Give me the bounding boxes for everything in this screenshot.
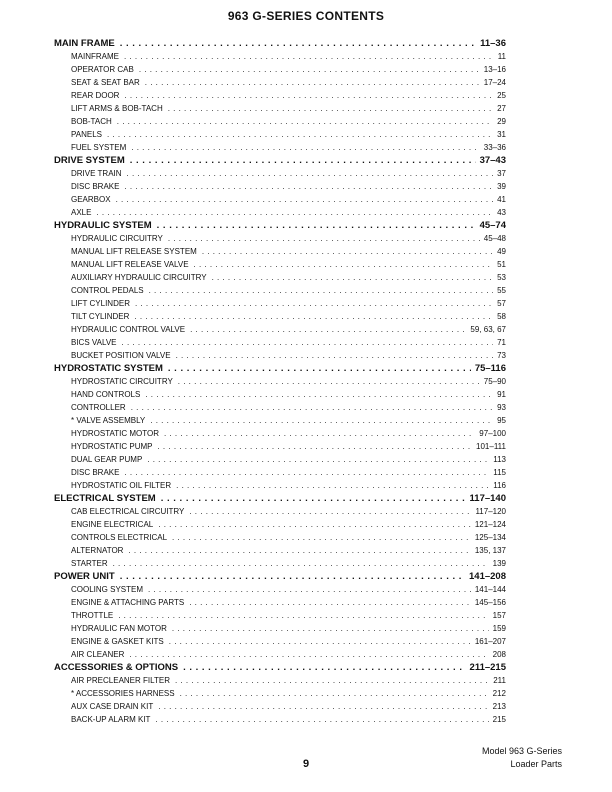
dot-leader bbox=[172, 622, 489, 635]
dot-leader bbox=[168, 232, 480, 245]
toc-entry-label: CAB ELECTRICAL CIRCUITRY bbox=[71, 507, 185, 516]
toc-item-row bbox=[54, 466, 506, 479]
toc-entry-label: ALTERNATOR bbox=[71, 546, 124, 555]
toc-entry-pages: 211 bbox=[493, 676, 506, 685]
toc-entry-pages: 212 bbox=[492, 689, 506, 698]
toc-item-row bbox=[54, 648, 506, 661]
toc-entry-label: LIFT CYLINDER bbox=[71, 299, 130, 308]
dot-leader bbox=[147, 453, 489, 466]
dot-leader bbox=[120, 37, 476, 50]
toc-item-row bbox=[54, 687, 506, 700]
toc-item-row bbox=[54, 505, 506, 518]
toc-entry-label: HYDRAULIC CONTROL VALVE bbox=[71, 325, 186, 334]
toc-entry-pages: 33–36 bbox=[483, 143, 506, 152]
toc-entry-pages: 91 bbox=[497, 390, 506, 399]
toc-section-row bbox=[54, 37, 506, 50]
dot-leader bbox=[145, 388, 493, 401]
toc-entry-label: HYDROSTATIC PUMP bbox=[71, 442, 153, 451]
toc-item-row bbox=[54, 297, 506, 310]
toc-entry-pages: 211–215 bbox=[469, 662, 506, 673]
toc-item-row bbox=[54, 349, 506, 362]
dot-leader bbox=[158, 700, 488, 713]
toc-entry-label: DUAL GEAR PUMP bbox=[71, 455, 143, 464]
toc-entry-label: * VALVE ASSEMBLY bbox=[71, 416, 146, 425]
dot-leader bbox=[164, 427, 475, 440]
dot-leader bbox=[113, 557, 489, 570]
toc-entry-label: AUX CASE DRAIN KIT bbox=[71, 702, 154, 711]
toc-entry-label: SEAT & SEAT BAR bbox=[71, 78, 140, 87]
dot-leader bbox=[145, 76, 480, 89]
toc-entry-pages: 17–24 bbox=[483, 78, 506, 87]
toc-entry-label: ACCESSORIES & OPTIONS bbox=[54, 662, 179, 673]
toc-entry-pages: 157 bbox=[492, 611, 506, 620]
dot-leader bbox=[189, 596, 471, 609]
toc-entry-label: HYDROSTATIC MOTOR bbox=[71, 429, 159, 438]
toc-entry-pages: 145–156 bbox=[474, 598, 506, 607]
toc-entry-pages: 43 bbox=[497, 208, 506, 217]
toc-entry-pages: 71 bbox=[497, 338, 506, 347]
toc-entry-label: DISC BRAKE bbox=[71, 182, 120, 191]
dot-leader bbox=[157, 440, 472, 453]
toc-entry-label: POWER UNIT bbox=[54, 571, 115, 582]
toc-entry-label: OPERATOR CAB bbox=[71, 65, 134, 74]
dot-leader bbox=[124, 50, 494, 63]
dot-leader bbox=[194, 258, 494, 271]
toc-item-row bbox=[54, 479, 506, 492]
toc-entry-label: COOLING SYSTEM bbox=[71, 585, 144, 594]
toc-entry-pages: 117–120 bbox=[475, 507, 506, 516]
toc-item-row bbox=[54, 440, 506, 453]
dot-leader bbox=[131, 141, 479, 154]
toc-entry-label: CONTROL PEDALS bbox=[71, 286, 144, 295]
toc-item-row bbox=[54, 128, 506, 141]
toc-entry-pages: 51 bbox=[497, 260, 506, 269]
dot-leader bbox=[168, 102, 493, 115]
dot-leader bbox=[148, 583, 471, 596]
toc-entry-pages: 141–144 bbox=[474, 585, 506, 594]
dot-leader bbox=[155, 713, 488, 726]
toc-entry-label: AIR PRECLEANER FILTER bbox=[71, 676, 170, 685]
toc-entry-pages: 59, 63, 67 bbox=[470, 325, 506, 334]
toc-entry-label: HYDROSTATIC CIRCUITRY bbox=[71, 377, 173, 386]
toc-entry-label: GEARBOX bbox=[71, 195, 111, 204]
toc-item-row bbox=[54, 401, 506, 414]
toc-entry-label: FUEL SYSTEM bbox=[71, 143, 127, 152]
dot-leader bbox=[175, 674, 489, 687]
toc-entry-pages: 125–134 bbox=[474, 533, 506, 542]
toc-item-row bbox=[54, 258, 506, 271]
toc-entry-label: DRIVE TRAIN bbox=[71, 169, 122, 178]
dot-leader bbox=[134, 310, 493, 323]
toc-entry-label: HYDROSTATIC OIL FILTER bbox=[71, 481, 172, 490]
toc-entry-pages: 31 bbox=[497, 130, 506, 139]
toc-entry-label: HYDRAULIC SYSTEM bbox=[54, 220, 152, 231]
toc-item-row bbox=[54, 50, 506, 63]
toc-section-row bbox=[54, 362, 506, 375]
toc-entry-label: CONTROLLER bbox=[71, 403, 126, 412]
toc-entry-pages: 93 bbox=[497, 403, 506, 412]
toc-entry-pages: 75–90 bbox=[483, 377, 506, 386]
toc-entry-pages: 57 bbox=[497, 299, 506, 308]
toc-entry-label: MANUAL LIFT RELEASE SYSTEM bbox=[71, 247, 197, 256]
toc-item-row bbox=[54, 323, 506, 336]
toc-entry-label: TILT CYLINDER bbox=[71, 312, 130, 321]
toc-entry-label: MAIN FRAME bbox=[54, 38, 115, 49]
toc-item-row bbox=[54, 284, 506, 297]
toc-item-row bbox=[54, 635, 506, 648]
toc-entry-label: CONTROLS ELECTRICAL bbox=[71, 533, 168, 542]
dot-leader bbox=[128, 544, 470, 557]
toc-item-row bbox=[54, 713, 506, 726]
dot-leader bbox=[161, 492, 466, 505]
dot-leader bbox=[135, 297, 493, 310]
dot-leader bbox=[116, 193, 494, 206]
toc-item-row bbox=[54, 180, 506, 193]
dot-leader bbox=[157, 219, 476, 232]
toc-entry-pages: 37 bbox=[497, 169, 506, 178]
dot-leader bbox=[172, 531, 471, 544]
toc-entry-label: AIR CLEANER bbox=[71, 650, 125, 659]
toc-entry-label: ENGINE & GASKET KITS bbox=[71, 637, 164, 646]
dot-leader bbox=[131, 401, 493, 414]
toc-entry-pages: 45–74 bbox=[479, 220, 506, 231]
dot-leader bbox=[176, 349, 494, 362]
dot-leader bbox=[168, 362, 471, 375]
toc-entry-label: DRIVE SYSTEM bbox=[54, 155, 125, 166]
toc-entry-pages: 45–48 bbox=[483, 234, 506, 243]
toc-entry-label: PANELS bbox=[71, 130, 102, 139]
footer-parts-line: Loader Parts bbox=[510, 759, 562, 769]
dot-leader bbox=[176, 479, 489, 492]
toc-entry-pages: 41 bbox=[497, 195, 506, 204]
toc-item-row bbox=[54, 531, 506, 544]
toc-entry-pages: 161–207 bbox=[474, 637, 506, 646]
toc-entry-pages: 37–43 bbox=[479, 155, 506, 166]
toc-entry-label: ENGINE & ATTACHING PARTS bbox=[71, 598, 185, 607]
toc-item-row bbox=[54, 245, 506, 258]
toc-entry-label: BICS VALVE bbox=[71, 338, 117, 347]
toc-entry-label: AXLE bbox=[71, 208, 92, 217]
toc-entry-pages: 11–36 bbox=[480, 38, 506, 49]
dot-leader bbox=[118, 609, 488, 622]
toc-entry-pages: 11 bbox=[497, 52, 506, 61]
toc-entry-pages: 159 bbox=[492, 624, 506, 633]
toc-entry-pages: 208 bbox=[492, 650, 506, 659]
toc-item-row bbox=[54, 89, 506, 102]
toc-entry-pages: 27 bbox=[497, 104, 506, 113]
dot-leader bbox=[180, 687, 489, 700]
toc-entry-label: BUCKET POSITION VALVE bbox=[71, 351, 171, 360]
toc-item-row bbox=[54, 674, 506, 687]
toc-item-row bbox=[54, 583, 506, 596]
toc-item-row bbox=[54, 206, 506, 219]
toc-entry-label: BOB-TACH bbox=[71, 117, 112, 126]
toc-entry-label: HYDRAULIC CIRCUITRY bbox=[71, 234, 163, 243]
table-of-contents bbox=[54, 37, 506, 726]
toc-item-row bbox=[54, 310, 506, 323]
toc-entry-label: HAND CONTROLS bbox=[71, 390, 141, 399]
toc-entry-pages: 115 bbox=[493, 468, 506, 477]
toc-section-row bbox=[54, 154, 506, 167]
dot-leader bbox=[129, 648, 488, 661]
toc-item-row bbox=[54, 63, 506, 76]
dot-leader bbox=[190, 323, 466, 336]
toc-entry-label: * ACCESSORIES HARNESS bbox=[71, 689, 175, 698]
page-title: 963 G-SERIES CONTENTS bbox=[227, 9, 385, 23]
toc-item-row bbox=[54, 388, 506, 401]
dot-leader bbox=[183, 661, 465, 674]
toc-entry-pages: 25 bbox=[497, 91, 506, 100]
dot-leader bbox=[96, 206, 493, 219]
dot-leader bbox=[127, 167, 494, 180]
toc-entry-pages: 29 bbox=[497, 117, 506, 126]
toc-item-row bbox=[54, 700, 506, 713]
toc-entry-pages: 13–16 bbox=[483, 65, 506, 74]
toc-entry-pages: 49 bbox=[497, 247, 506, 256]
toc-section-row bbox=[54, 661, 506, 674]
dot-leader bbox=[107, 128, 493, 141]
dot-leader bbox=[149, 284, 493, 297]
toc-item-row bbox=[54, 414, 506, 427]
dot-leader bbox=[202, 245, 493, 258]
toc-entry-pages: 55 bbox=[497, 286, 506, 295]
toc-item-row bbox=[54, 336, 506, 349]
toc-item-row bbox=[54, 76, 506, 89]
toc-entry-pages: 75–116 bbox=[474, 363, 506, 374]
dot-leader bbox=[178, 375, 480, 388]
toc-item-row bbox=[54, 271, 506, 284]
footer-model-line: Model 963 G-Series bbox=[481, 746, 562, 756]
toc-entry-pages: 117–140 bbox=[469, 493, 506, 504]
toc-entry-label: HYDROSTATIC SYSTEM bbox=[54, 363, 163, 374]
toc-item-row bbox=[54, 596, 506, 609]
toc-item-row bbox=[54, 609, 506, 622]
dot-leader bbox=[122, 336, 494, 349]
toc-entry-pages: 101–111 bbox=[476, 442, 506, 451]
toc-entry-label: LIFT ARMS & BOB-TACH bbox=[71, 104, 163, 113]
toc-entry-pages: 39 bbox=[497, 182, 506, 191]
toc-entry-label: ELECTRICAL SYSTEM bbox=[54, 493, 156, 504]
toc-entry-pages: 73 bbox=[497, 351, 506, 360]
toc-entry-pages: 213 bbox=[492, 702, 506, 711]
toc-section-row bbox=[54, 219, 506, 232]
toc-item-row bbox=[54, 427, 506, 440]
toc-section-row bbox=[54, 492, 506, 505]
dot-leader bbox=[150, 414, 493, 427]
dot-leader bbox=[124, 466, 489, 479]
toc-entry-label: REAR DOOR bbox=[71, 91, 120, 100]
toc-item-row bbox=[54, 518, 506, 531]
toc-entry-pages: 121–124 bbox=[474, 520, 506, 529]
toc-entry-label: BACK-UP ALARM KIT bbox=[71, 715, 151, 724]
toc-item-row bbox=[54, 102, 506, 115]
toc-entry-pages: 215 bbox=[492, 715, 506, 724]
toc-entry-label: MANUAL LIFT RELEASE VALVE bbox=[71, 260, 189, 269]
toc-entry-pages: 53 bbox=[497, 273, 506, 282]
toc-entry-pages: 135, 137 bbox=[474, 546, 506, 555]
dot-leader bbox=[124, 89, 493, 102]
toc-entry-pages: 113 bbox=[493, 455, 506, 464]
toc-entry-label: MAINFRAME bbox=[71, 52, 119, 61]
toc-entry-pages: 141–208 bbox=[469, 571, 506, 582]
toc-item-row bbox=[54, 141, 506, 154]
dot-leader bbox=[124, 180, 493, 193]
toc-item-row bbox=[54, 622, 506, 635]
toc-entry-label: DISC BRAKE bbox=[71, 468, 120, 477]
dot-leader bbox=[212, 271, 494, 284]
footer-page-number: 9 bbox=[302, 758, 310, 770]
toc-section-row bbox=[54, 570, 506, 583]
toc-item-row bbox=[54, 453, 506, 466]
toc-entry-label: AUXILIARY HYDRAULIC CIRCUITRY bbox=[71, 273, 207, 282]
toc-item-row bbox=[54, 167, 506, 180]
toc-item-row bbox=[54, 232, 506, 245]
toc-entry-pages: 139 bbox=[492, 559, 506, 568]
toc-item-row bbox=[54, 375, 506, 388]
toc-item-row bbox=[54, 193, 506, 206]
dot-leader bbox=[130, 154, 476, 167]
dot-leader bbox=[117, 115, 493, 128]
toc-entry-label: HYDRAULIC FAN MOTOR bbox=[71, 624, 167, 633]
toc-entry-pages: 116 bbox=[493, 481, 506, 490]
toc-entry-pages: 95 bbox=[497, 416, 506, 425]
toc-entry-label: STARTER bbox=[71, 559, 108, 568]
toc-entry-pages: 97–100 bbox=[479, 429, 506, 438]
toc-entry-label: ENGINE ELECTRICAL bbox=[71, 520, 154, 529]
dot-leader bbox=[189, 505, 471, 518]
dot-leader bbox=[139, 63, 480, 76]
dot-leader bbox=[158, 518, 471, 531]
toc-entry-pages: 58 bbox=[497, 312, 506, 321]
toc-entry-label: THROTTLE bbox=[71, 611, 114, 620]
toc-item-row bbox=[54, 544, 506, 557]
toc-item-row bbox=[54, 557, 506, 570]
dot-leader bbox=[120, 570, 465, 583]
toc-item-row bbox=[54, 115, 506, 128]
dot-leader bbox=[169, 635, 471, 648]
